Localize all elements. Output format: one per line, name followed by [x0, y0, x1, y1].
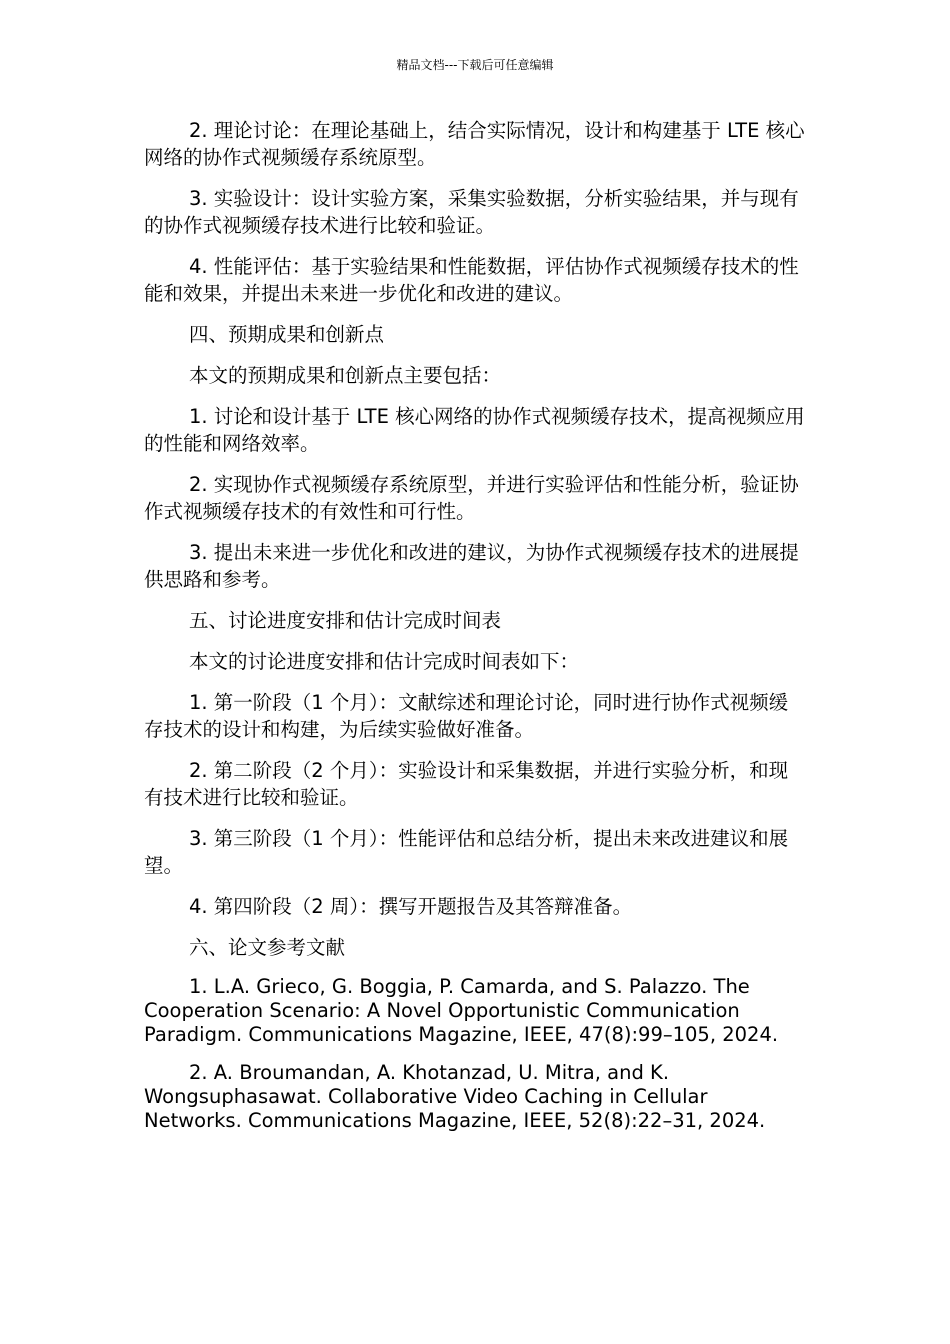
paragraph-result-2: 2. 实现协作式视频缓存系统原型，并进行实验评估和性能分析，验证协作式视频缓存技术的有效性和可行性。 — [144, 473, 799, 523]
paragraph-experiment-design: 3. 实验设计：设计实验方案，采集实验数据，分析实验结果，并与现有的协作式视频缓存技术进行比较和验证。 — [144, 187, 799, 237]
paragraph-stage-3: 3. 第三阶段（1 个月）：性能评估和总结分析，提出未来改进建议和展望。 — [144, 827, 789, 877]
paragraph-result-3: 3. 提出未来进一步优化和改进的建议，为协作式视频缓存技术的进展提供思路和参考。 — [144, 541, 799, 591]
reference-item-1: 1. L.A. Grieco, G. Boggia, P. Camarda, and S. Palazzo. The Cooperation Scenario: A Novel Opportunistic Communication Paradigm. Communications Magazine, IEEE, 47(8):99–105, 2024. — [144, 975, 779, 1046]
section-heading-references: 六、论文参考文献 — [189, 936, 346, 959]
paragraph-theory-discussion: 2. 理论讨论：在理论基础上，结合实际情况，设计和构建基于 LTE 核心网络的协作式视频缓存系统原型。 — [144, 119, 805, 169]
paragraph-performance-evaluation: 4. 性能评估：基于实验结果和性能数据，评估协作式视频缓存技术的性能和效果，并提出未来进一步优化和改进的建议。 — [144, 255, 799, 305]
paragraph-result-1: 1. 讨论和设计基于 LTE 核心网络的协作式视频缓存技术，提高视频应用的性能和网络效率。 — [144, 405, 805, 455]
paragraph-expected-results-intro: 本文的预期成果和创新点主要包括： — [189, 364, 502, 387]
paragraph-stage-4: 4. 第四阶段（2 周）：撰写开题报告及其答辩准备。 — [189, 895, 633, 918]
paragraph-stage-1: 1. 第一阶段（1 个月）：文献综述和理论讨论，同时进行协作式视频缓存技术的设计和构建，为后续实验做好准备。 — [144, 691, 789, 741]
page-header: 精品文档---下载后可任意编辑 — [396, 58, 554, 72]
paragraph-schedule-intro: 本文的讨论进度安排和估计完成时间表如下： — [189, 650, 580, 673]
section-heading-schedule: 五、讨论进度安排和估计完成时间表 — [189, 609, 502, 632]
reference-item-2: 2. A. Broumandan, A. Khotanzad, U. Mitra, and K. Wongsuphasawat. Collaborative Video Caching in Cellular Networks. Communications Magazine, IEEE, 52(8):22–31, 2024. — [144, 1061, 766, 1132]
paragraph-stage-2: 2. 第二阶段（2 个月）：实验设计和采集数据，并进行实验分析，和现有技术进行比较和验证。 — [144, 759, 789, 809]
section-heading-expected-results: 四、预期成果和创新点 — [189, 323, 385, 346]
document-body — [144, 117, 806, 1147]
